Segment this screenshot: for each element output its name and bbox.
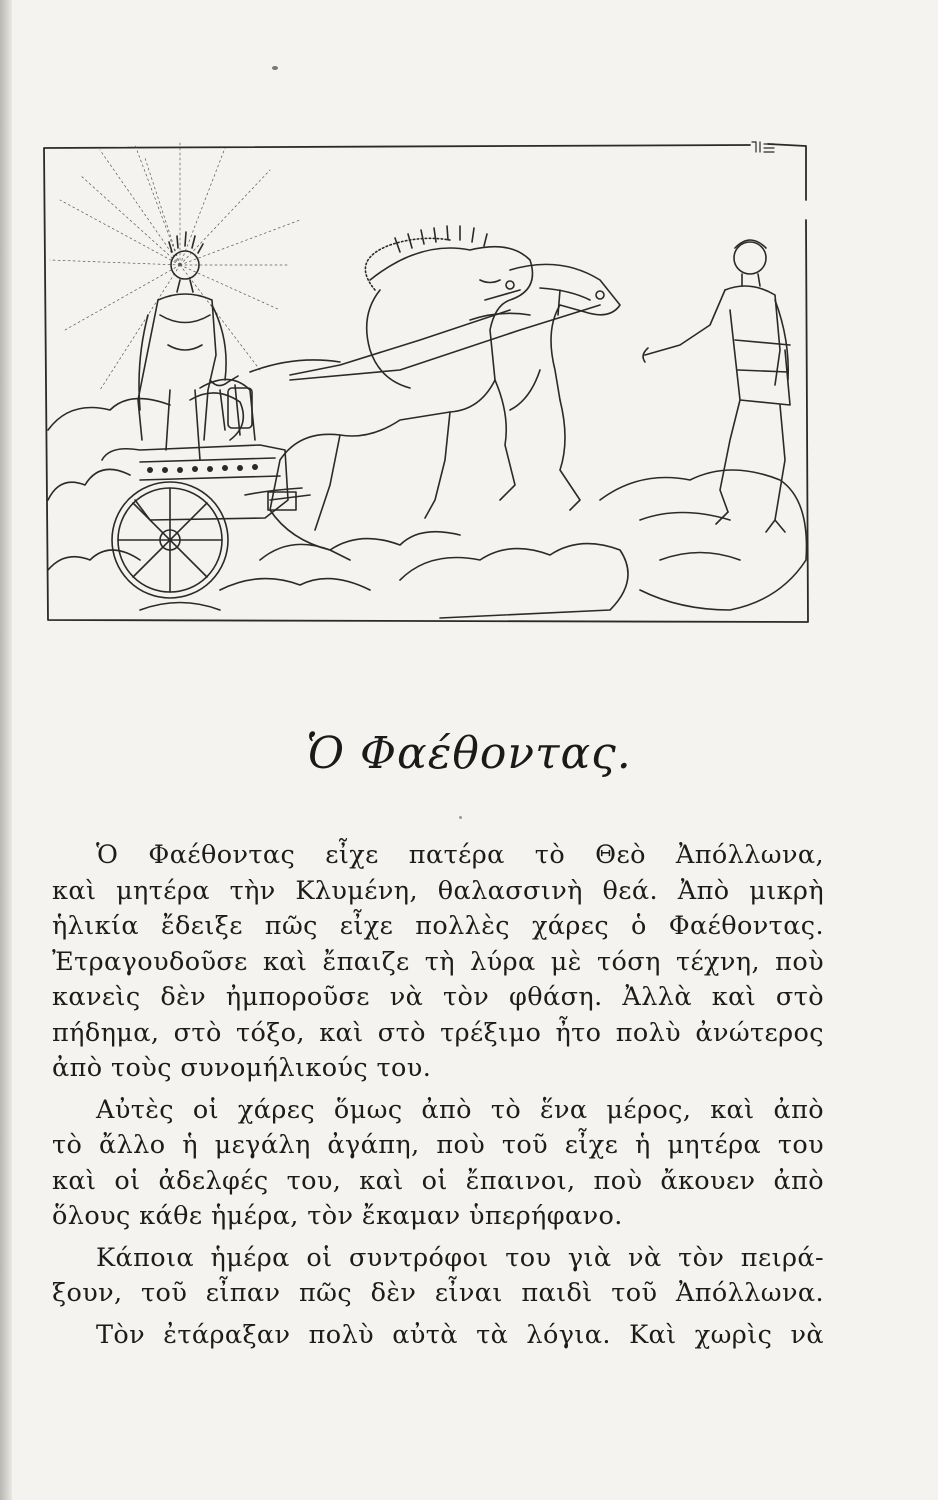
- paragraph-2: [52, 1093, 824, 1235]
- paragraph-1: [52, 838, 824, 1087]
- text-line: ὅλους κάθε ἡμέρα, τὸν ἔκαμαν ὑπερήφανο.: [52, 1201, 623, 1231]
- text-line: Ἐτραγουδοῦσε καὶ ἔπαιζε τὴ λύρα μὲ τόση τέχνη, ποὺ: [52, 946, 824, 977]
- text-line: καὶ μητέρα τὴν Κλυμένη, θαλασσινὴ θεά. Ἀπὸ μικρὴ: [52, 875, 824, 906]
- text-line: κανεὶς δὲν ἠμποροῦσε νὰ τὸν φθάση. Ἀλλὰ καὶ στὸ: [52, 982, 824, 1012]
- ink-speck-small: [459, 816, 462, 819]
- chapter-title: Ὁ Φαέθοντας.: [306, 728, 632, 779]
- text-line: Κάποια ἡμέρα οἱ συντρόφοι του γιὰ νὰ τὸν πειρά-: [96, 1242, 824, 1273]
- body-text: [52, 838, 824, 1359]
- text-line: ξουν, τοῦ εἶπαν πῶς δὲν εἶναι παιδὶ τοῦ Ἀπόλλωνα.: [52, 1278, 824, 1308]
- text-line: καὶ οἱ ἀδελφές του, καὶ οἱ ἔπαινοι, ποὺ ἄκουεν ἀπὸ: [52, 1165, 824, 1196]
- ink-speck: [272, 66, 278, 70]
- text-line: Ὁ Φαέθοντας εἶχε πατέρα τὸ Θεὸ Ἀπόλλωνα,: [96, 840, 824, 870]
- text-line: πήδημα, στὸ τόξο, καὶ στὸ τρέξιμο ἦτο πολὺ ἀνώτερος: [52, 1017, 824, 1048]
- paragraph-3: [52, 1241, 824, 1312]
- paragraph-4: [52, 1318, 824, 1354]
- text-line: Αὐτὲς οἱ χάρες ὅμως ἀπὸ τὸ ἕνα μέρος, καὶ ἀπὸ: [96, 1094, 824, 1125]
- text-line: ἀπὸ τοὺς συνομήλικούς του.: [52, 1053, 432, 1083]
- text-line: ἡλικία ἔδειξε πῶς εἶχε πολλὲς χάρες ὁ Φαέθοντας.: [52, 911, 824, 941]
- text-line: τὸ ἄλλο ἡ μεγάλη ἀγάπη, ποὺ τοῦ εἶχε ἡ μητέρα του: [52, 1130, 824, 1160]
- chapter-illustration: [40, 140, 812, 625]
- text-line: Τὸν ἐτάραξαν πολὺ αὐτὰ τὰ λόγια. Καὶ χωρὶς νὰ: [96, 1319, 824, 1350]
